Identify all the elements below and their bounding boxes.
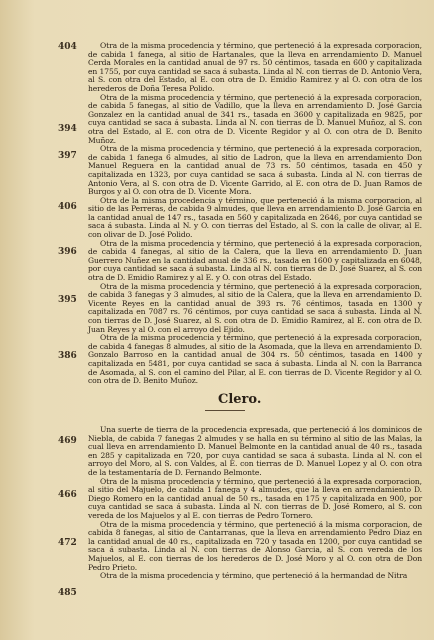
- text-block-bottom: [88, 426, 422, 581]
- margin-number: 397: [58, 151, 77, 161]
- paragraph: Otra de la misma procedencia y término, que perteneció á la expresada corporacion, de cabida 4 fanegas 8 almudes, al sitio de la Asomada, que la lleva en arrendamiento D. Gonzalo Barroso en la cantidad anual de 304 rs. 50 céntimos, tasada en 1400 y capitalizada en 5481, por cuya cantidad se saca á subasta. Linda al N. con la Barranca de Asomada, al S. con el camino del Pilar, al E. con tierras de D. Vicente Regidor y al O. con otra de D. Benito Muñoz.: [88, 333, 422, 386]
- paragraph: Otra de la misma procedencia y término, que perteneció á la expresada corporacion, de cabida 1 fanega, al sitio de Hartanales, que la lleva en arrendamiento D. Manuel Cerda Morales en la cantidad anual de 97 rs. 50 céntimos, tasada en 600 y capitalizada en 1755, por cuya cantidad se saca á subasta. Linda al N. con tierras de D. Antonio Vera, al S. con otra del Estado, al E. con otra de D. Emidio Ramirez y al O. con otra de los herederos de Doña Teresa Polido.: [88, 41, 422, 93]
- paragraph: Una suerte de tierra de la procedencia expresada, que perteneció á los dominicos de Niebla, de cabida 7 fanegas 2 almudes y se halla en su término al sitio de las Malas, la cual lleva en arrendamiento D. Manuel Belmonte en la cantidad anual de 40 rs., tasada en 285 y capitalizada en 720, por cuya cantidad se saca á subasta. Linda al N. con el arroyo del Moro, al S. con Valdes, al E. con tierras de D. Manuel Lopez y al O. con otra de la testamentaría de D. Fernando Belmonte.: [88, 425, 422, 477]
- margin-number: 466: [58, 490, 77, 500]
- margin-number: 395: [58, 295, 77, 305]
- divider: [205, 410, 245, 411]
- margin-number: 485: [58, 588, 77, 598]
- margin-number: 472: [58, 538, 77, 548]
- margin-number: 394: [58, 124, 77, 134]
- margin-number: 406: [58, 202, 77, 212]
- paragraph: Otra de la misma procedencia y término, que perteneció á la expresada corporacion, al sitio del Majuelo, de cabida 1 fanega y 4 almudes, que la lleva en arrendamiento D. Diego Romero en la cantidad anual de 50 rs., tasada en 175 y capitalizada en 900, por cuya cantidad se saca á subasta. Linda al N. con tierras de D. José Romero, al S. con vereda de los Majuelos y al E. con tierras de Pedro Tornero.: [88, 476, 422, 520]
- margin-number: 469: [58, 436, 77, 446]
- paragraph: Otra de la misma procedencia y término, que perteneció á la misma corporacion, al sitio de las Perreras, de cabida 9 almudes, que lleva en arrendamiento D. José Garcia en la cantidad anual de 147 rs., tasada en 560 y capitalizada en 2646, por cuya cantidad se saca á subasta. Linda al N. y O. con tierras del Estado, al S. con la calle de olivar, al E. con olivar de D. José Polido.: [88, 195, 422, 240]
- paragraph: Otra de la misma procedencia y término, que perteneció á la misma corporacion, de cabida 8 fanegas, al sitio de Cantarranas, que la lleva en arrendamiento Pedro Diaz en la cantidad anual de 40 rs., capitalizada en 720 y tasada en 1200, por cuya cantidad se saca á subasta. Linda al N. con tierras de Alonso Garcia, al S. con vereda de los Majuelos, al E. con tierras de los herederos de D. José Moro y al O. con otra de Don Pedro Prieto.: [88, 519, 422, 572]
- margin-number: 386: [58, 351, 77, 361]
- paragraph: Otra de la misma procedencia y término, que perteneció á la hermandad de Nitra: [100, 571, 408, 581]
- paragraph: Otra de la misma procedencia y término, que perteneció á la expresada corporacion, de cabida 3 fanegas y 3 almudes, al sitio de la Calera, que la lleva en arrendamiento D. Vicente Reyes en la cantidad anual de 393 rs. 76 céntimos, tasada en 1300 y capitalizada en 7087 rs. 76 céntimos, por cuya cantidad se saca á subasta. Linda al N. con tierras de D. José Suarez, al S. con otra de D. Emidio Ramirez, al E. con otra de D. Juan Reyes y al O. con el arroyo del Ejido.: [88, 281, 422, 334]
- margin-number: 404: [58, 42, 77, 52]
- paragraph: Otra de la misma procedencia y término, que perteneció á la expresada corporacion, de cabida 1 fanega 6 almudes, al sitio de Ladron, que la lleva en arrendamiento Don Manuel Reguera en la cantidad anual de 73 rs. 50 céntimos, tasada en 450 y capitalizada en 1323, por cuya cantidad se saca á subasta. Linda al N. con tierras de Antonio Vera, al S. con otra de D. Vicente Garrido, al E. con otra de D. Juan Ramos de Burgos y al O. con otra de D. Vicente Mora.: [88, 144, 422, 197]
- section-heading: Clero.: [218, 392, 262, 407]
- paragraph: Otra de la misma procedencia y término, que perteneció á la expresada corporacion, de cabida 4 fanegas, al sitio de la Calera, que la lleva en arrendamiento D. Juan Guerrero Nuñez en la cantidad anual de 336 rs., tasada en 1600 y capitalizada en 6048, por cuya cantidad se saca á subasta. Linda al N. con tierras de D. José Suarez, al S. con otra de D. Emidio Ramirez y al E. y O. con otras del Estado.: [88, 238, 422, 283]
- paragraph: Otra de la misma procedencia y término, que perteneció á la expresada corporacion, de cabida 5 fanegas, al sitio de Vadillo, que la lleva en arrendamiento D. José Garcia Gonzalez en la cantidad anual de 341 rs., tasada en 3600 y capitalizada en 9825, por cuya cantidad se saca á subasta. Linda al N. con tierras de D. Manuel Muñoz, al S. con otra del Estado, al E. con otra de D. Vicente Regidor y al O. con otra de D. Benito Muñoz.: [88, 92, 422, 145]
- margin-number: 396: [58, 247, 77, 257]
- text-block-top: [88, 42, 422, 386]
